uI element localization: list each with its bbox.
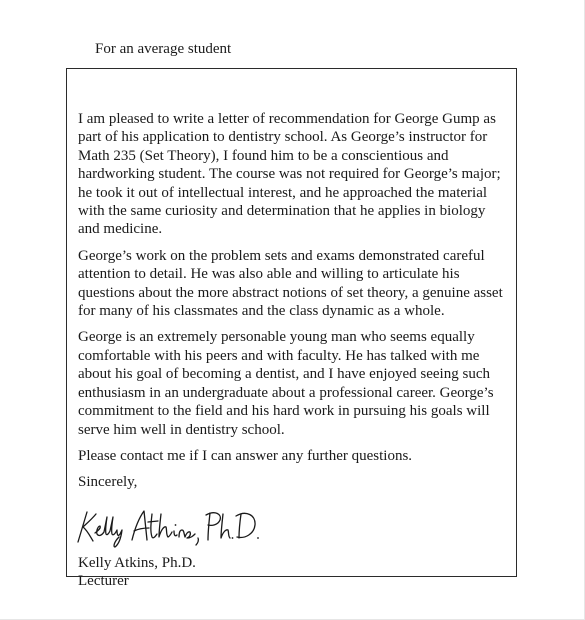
letter-paragraph-2: George’s work on the problem sets and exams demonstrated careful attention to detail. He was also able and willing to articulate his questions about the more abstract notions of set theory, a genuine asset for many of his classmates and the class dynamic as a whole. bbox=[78, 247, 503, 320]
letter-closing: Sincerely, bbox=[78, 474, 138, 491]
letter-paragraph-1: I am pleased to write a letter of recommendation for George Gump as part of his application to dentistry school. As George’s instructor for Math 235 (Set Theory), I found him to be a conscientious and hardworking student. The course was not required for George’s major; he took it out of intellectual interest, and he approached the material with the same curiosity and determination that he applies in biology and medicine. bbox=[78, 111, 501, 238]
letter-type-heading: For an average student bbox=[95, 41, 232, 57]
handwritten-signature bbox=[75, 506, 260, 548]
signer-name: Kelly Atkins, Ph.D. bbox=[78, 554, 196, 571]
signer-title: Lecturer bbox=[78, 573, 129, 590]
letter-paragraph-3: George is an extremely personable young man who seems equally comfortable with his peers and with faculty. He has talked with me about his goal of becoming a dentist, and I have enjoyed seeing such enthusiasm in an undergraduate about a professional career. George’s commitment to the field and his hard work in pursuing his goals will serve him well in dentistry school. bbox=[78, 329, 494, 438]
letter-body bbox=[78, 110, 510, 591]
letter-frame bbox=[66, 68, 517, 590]
letter-paragraph-4: Please contact me if I can answer any further questions. bbox=[78, 447, 413, 464]
